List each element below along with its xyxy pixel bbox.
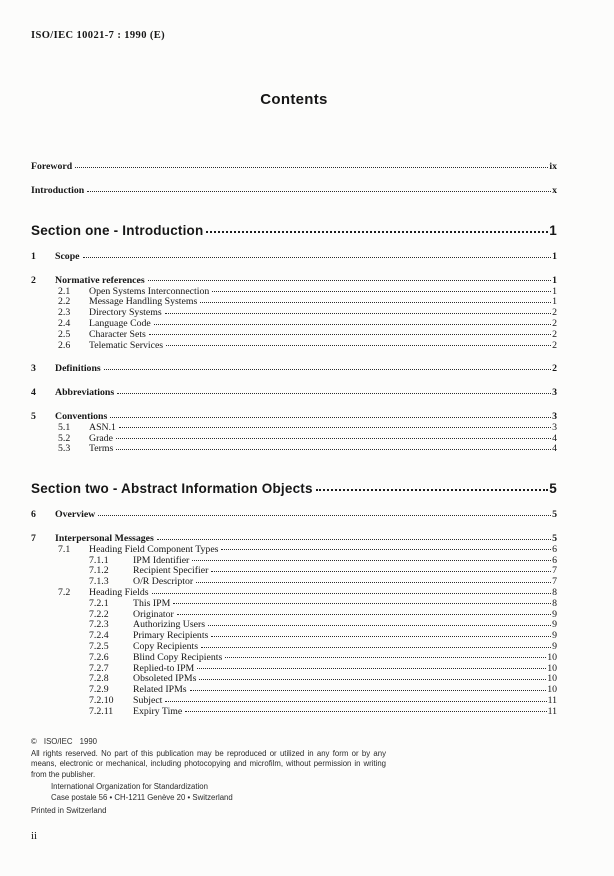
toc-entry-page: 9 <box>552 641 557 653</box>
toc-entry-number: 5.2 <box>58 432 71 444</box>
toc-entry-number: 7.2.9 <box>89 684 109 696</box>
dot-leader <box>197 668 546 669</box>
dot-leader <box>104 369 551 370</box>
toc-entry-number: 7.1.3 <box>89 576 109 588</box>
dot-leader <box>152 593 552 594</box>
toc-entry-label: Obsoleted IPMs <box>133 673 197 685</box>
toc-entry-label: Introduction <box>31 185 85 197</box>
toc-entry-label: Replied-to IPM <box>133 662 195 674</box>
dot-leader <box>116 438 551 439</box>
toc-entry-number: 7.2.10 <box>89 695 114 706</box>
toc-entry-page: 10 <box>547 662 557 674</box>
dot-leader <box>190 690 547 691</box>
dot-leader <box>98 515 551 516</box>
toc-entry-page: 3 <box>552 411 557 423</box>
toc-entry-page: 9 <box>552 608 557 620</box>
toc-entry-number: 7.1.2 <box>89 565 109 577</box>
toc-entry-label: Abbreviations <box>55 387 115 399</box>
doc-reference: ISO/IEC 10021-7 : 1990 (E) <box>31 30 166 41</box>
toc-entry-number: 2.3 <box>58 307 71 319</box>
toc-entry <box>31 545 557 556</box>
dot-leader <box>225 657 546 658</box>
dot-leader <box>211 636 551 637</box>
toc-entry-page: 2 <box>552 339 557 351</box>
toc-entry-label: Blind Copy Recipients <box>133 651 223 663</box>
page-title: Contents <box>260 91 328 108</box>
toc-entry-page: 10 <box>547 673 557 685</box>
publisher-address <box>31 782 386 803</box>
dot-leader <box>166 345 551 346</box>
toc-entry-page: 2 <box>552 328 557 340</box>
dot-leader <box>200 302 551 303</box>
page-number: ii <box>31 830 38 842</box>
toc-entry-number: 7.2.3 <box>89 619 109 631</box>
toc-entry-number: 5.3 <box>58 443 71 455</box>
toc-entry-number: 1 <box>31 251 36 263</box>
toc-entry-page: 6 <box>552 554 557 566</box>
publisher-org: International Organization for Standardization <box>51 782 208 792</box>
toc-entry-number: 5.1 <box>58 421 71 433</box>
toc-entry <box>31 631 557 642</box>
toc-entry-page: 2 <box>552 363 557 375</box>
toc-entry-page: 11 <box>547 705 557 717</box>
toc-entry-page: 1 <box>552 274 557 286</box>
toc-entry <box>31 388 557 399</box>
dot-leader <box>201 647 551 648</box>
toc-entry-page: 7 <box>552 565 557 577</box>
toc-entry-number: 7 <box>31 533 36 545</box>
toc-entry-number: 7.2.6 <box>89 651 109 663</box>
toc-entry <box>31 664 557 675</box>
toc <box>31 223 557 718</box>
toc-entry-page: 5 <box>549 481 557 497</box>
toc-entry <box>31 341 557 352</box>
toc-entry-label: Heading Field Component Types <box>89 543 219 555</box>
toc-entry <box>31 556 557 567</box>
toc-entry-number: 2.2 <box>58 296 71 308</box>
dot-leader <box>185 711 546 712</box>
toc-entry-number: 7.2.11 <box>89 705 114 717</box>
toc-entry-page: 9 <box>552 630 557 642</box>
toc-entry <box>31 707 557 718</box>
toc-entry-number: 7.1.1 <box>89 554 109 566</box>
toc-entry-page: 2 <box>552 318 557 330</box>
toc-entry-number: 7.2.2 <box>89 608 109 620</box>
toc-entry-label: Copy Recipients <box>133 641 199 653</box>
toc-entry-label: Telematic Services <box>89 339 164 351</box>
dot-leader <box>165 701 546 702</box>
toc-entry-label: Foreword <box>31 161 73 172</box>
toc-entry-number: 2.4 <box>58 318 71 330</box>
toc-entry-number: 7.2 <box>58 587 71 599</box>
toc-entry-page: 1 <box>552 296 557 308</box>
dot-leader <box>221 549 551 550</box>
toc-entry-label: This IPM <box>133 597 171 609</box>
dot-leader <box>110 417 551 418</box>
toc-entry-label: Overview <box>55 509 96 521</box>
front-matter-entry <box>31 162 557 173</box>
toc-entry-page: 3 <box>552 421 557 433</box>
toc-entry-page: ix <box>549 161 557 172</box>
toc-entry-page: 10 <box>547 651 557 663</box>
toc-entry-number: 7.2.1 <box>89 597 109 609</box>
publisher-address-line: Case postale 56 • CH-1211 Genève 20 • Switzerland <box>51 792 233 802</box>
toc-entry <box>31 444 557 455</box>
dot-leader <box>148 280 551 281</box>
toc-entry <box>31 599 557 610</box>
toc-entry-label: Definitions <box>55 363 101 375</box>
toc-entry-page: 9 <box>552 619 557 631</box>
dot-leader <box>208 625 551 626</box>
toc-entry-number: 3 <box>31 363 36 375</box>
toc-entry-label: Heading Fields <box>89 587 149 599</box>
copyright-line: © ISO/IEC 1990 <box>31 737 98 746</box>
toc-entry-number: 7.2.7 <box>89 662 109 674</box>
dot-leader <box>154 324 551 325</box>
toc-entry <box>31 674 557 685</box>
toc-entry-page: 7 <box>552 576 557 588</box>
toc-entry-page: 8 <box>552 597 557 609</box>
toc-entry-label: O/R Descriptor <box>133 576 194 588</box>
toc-entry-number: 7.1 <box>58 543 71 555</box>
toc-entry-label: Conventions <box>55 411 108 423</box>
dot-leader <box>316 489 549 491</box>
toc-entry <box>31 566 557 577</box>
dot-leader <box>165 313 551 314</box>
dot-leader <box>117 393 551 394</box>
toc-entry <box>31 588 557 599</box>
toc-entry-label: Character Sets <box>89 328 146 340</box>
section-heading <box>31 223 557 239</box>
toc-entry-label: Subject <box>133 695 163 706</box>
toc-entry-label: IPM Identifier <box>133 554 190 566</box>
toc-entry-label: Authorizing Users <box>133 619 206 631</box>
dot-leader <box>83 257 552 258</box>
dot-leader <box>196 582 551 583</box>
dot-leader <box>116 449 551 450</box>
toc-entry-number: 6 <box>31 509 36 521</box>
toc-entry-page: 4 <box>552 432 557 444</box>
dot-leader <box>177 614 551 615</box>
dot-leader <box>87 191 551 192</box>
toc-entry-label: Related IPMs <box>133 684 187 696</box>
toc-entry-number: 7.2.8 <box>89 673 109 685</box>
toc-entry-label: Expiry Time <box>133 705 183 717</box>
toc-entry-number: 5 <box>31 411 36 423</box>
toc-entry-page: 11 <box>547 695 557 706</box>
toc-entry <box>31 252 557 263</box>
dot-leader <box>149 334 551 335</box>
toc-entry-label: Message Handling Systems <box>89 296 198 308</box>
copyright-block <box>31 737 386 816</box>
toc-entry-page: 4 <box>552 443 557 455</box>
dot-leader <box>212 291 551 292</box>
toc-entry <box>31 510 557 521</box>
toc-entry-label: Normative references <box>55 274 145 286</box>
toc-entry-number: 2.6 <box>58 339 71 351</box>
toc-entry-page: 2 <box>552 307 557 319</box>
toc-entry-number: 7.2.4 <box>89 630 109 642</box>
toc-entry-label: Grade <box>89 432 113 444</box>
toc-entry-label: Directory Systems <box>89 307 162 319</box>
toc-entry <box>31 364 557 375</box>
toc-entry-page: 1 <box>549 223 557 239</box>
dot-leader <box>192 560 551 561</box>
toc-entry-number: 7.2.5 <box>89 641 109 653</box>
toc-entry-number: 4 <box>31 387 36 399</box>
toc-entry-page: 3 <box>552 387 557 399</box>
toc-entry-label: Language Code <box>89 318 151 330</box>
printed-in: Printed in Switzerland <box>31 805 107 815</box>
dot-leader <box>119 427 551 428</box>
toc-entry <box>31 610 557 621</box>
toc-entry-number: 2 <box>31 274 36 286</box>
toc-entry-label: ASN.1 <box>89 421 116 433</box>
front-matter <box>31 162 557 197</box>
dot-leader <box>206 231 548 233</box>
toc-entry-label: Section two - Abstract Information Objects <box>31 481 313 497</box>
dot-leader <box>157 539 551 540</box>
toc-entry-label: Open Systems Interconnection <box>89 285 210 297</box>
toc-entry-label: Section one - Introduction <box>31 223 204 239</box>
toc-entry-page: 10 <box>547 684 557 696</box>
toc-entry <box>31 620 557 631</box>
dot-leader <box>75 167 548 168</box>
toc-entry-page: 6 <box>552 543 557 555</box>
toc-entry-label: Scope <box>55 251 80 263</box>
toc-entry <box>31 653 557 664</box>
toc-entry-page: x <box>552 185 557 197</box>
toc-entry-page: 5 <box>552 509 557 521</box>
toc-entry-page: 5 <box>552 533 557 545</box>
front-matter-entry <box>31 186 557 197</box>
dot-leader <box>199 679 546 680</box>
section-heading <box>31 481 557 497</box>
toc-entry <box>31 642 557 653</box>
toc-entry-page: 1 <box>552 285 557 297</box>
toc-entry-label: Recipient Specifier <box>133 565 209 577</box>
rights-text: All rights reserved. No part of this publication may be reproduced or utilized in any form or by any means, electronic or mechanical, including photocopying and microfilm, without permission in writing from the publisher. <box>31 748 386 779</box>
toc-entry-label: Terms <box>89 443 114 455</box>
dot-leader <box>211 571 551 572</box>
toc-entry-number: 2.5 <box>58 328 71 340</box>
toc-entry-label: Primary Recipients <box>133 630 209 642</box>
toc-entry-number: 2.1 <box>58 285 71 297</box>
toc-entry-page: 1 <box>552 251 557 263</box>
toc-entry-label: Originator <box>133 608 174 620</box>
toc-entry-page: 8 <box>552 587 557 599</box>
toc-entry-label: Interpersonal Messages <box>55 533 154 545</box>
dot-leader <box>173 603 551 604</box>
